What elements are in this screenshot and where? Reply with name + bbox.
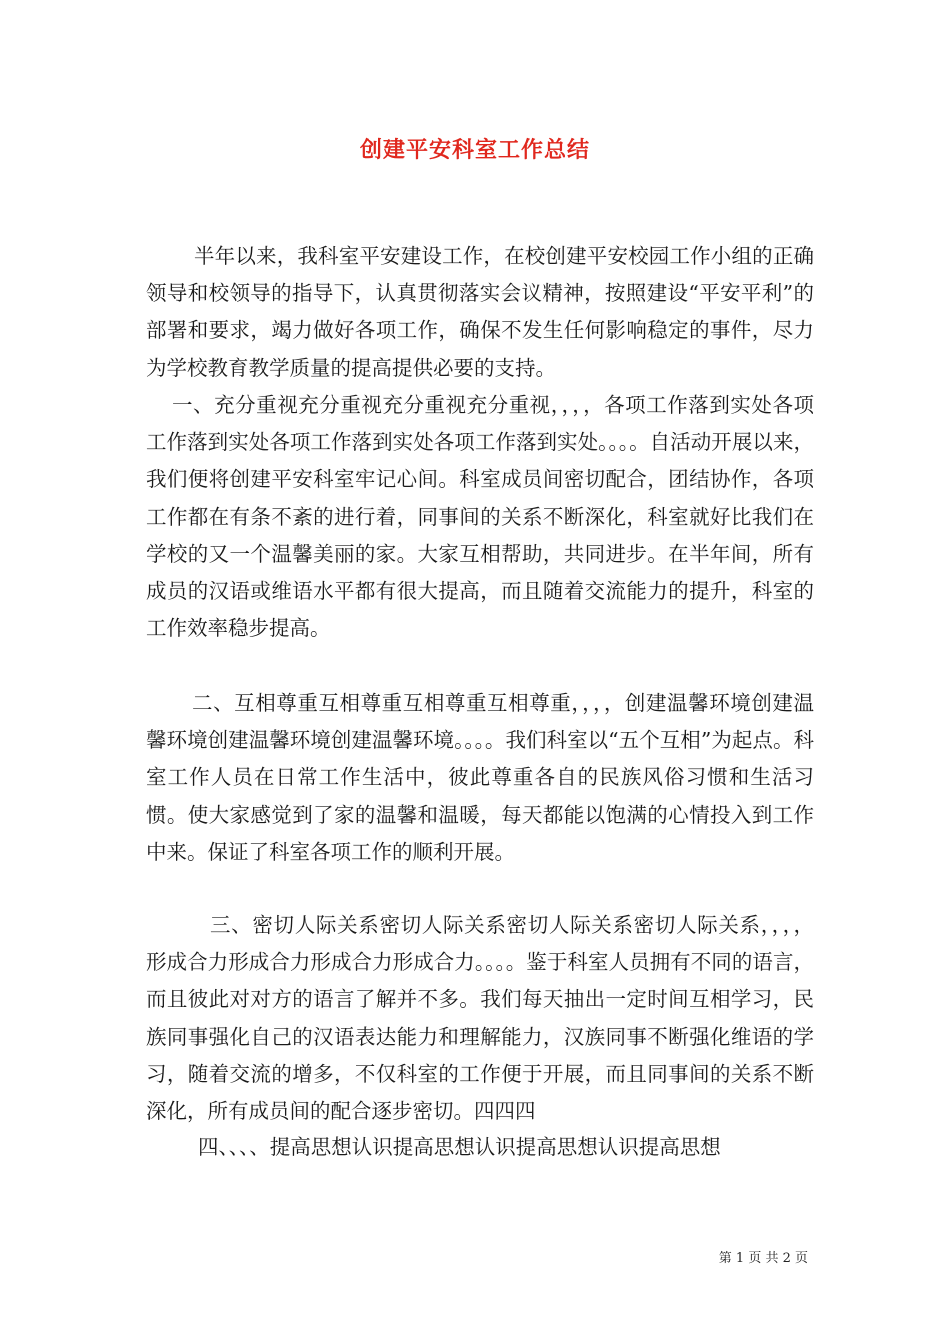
paragraph-section-two: 二、互相尊重互相尊重互相尊重互相尊重，，，，创建温馨环境创建温馨环境创建温馨环境创建温馨环境。。。。我们科室以“五个互相”为起点。科室工作人员在日常工作生活中，彼此尊重各自的民族风俗习惯和生活习惯。使大家感觉到了家的温馨和温暖，每天都能以饱满的心情投入到工作中来。保证了科室各项工作的顺利开展。 [146,691,814,864]
paragraph-section-four: 四、、、、提高思想认识提高思想认识提高思想认识提高思想 [198,1135,721,1159]
paragraph-intro: 半年以来，我科室平安建设工作，在校创建平安校园工作小组的正确领导和校领导的指导下，认真贯彻落实会议精神，按照建设“平安平利”的部署和要求，竭力做好各项工作，确保不发生任何影响稳定的事件，尽力为学校教育教学质量的提高提供必要的支持。 [146,244,814,380]
paragraph-section-three: 三、密切人际关系密切人际关系密切人际关系密切人际关系，，，，形成合力形成合力形成合力形成合力。。。。鉴于科室人员拥有不同的语言，而且彼此对对方的语言了解并不多。我们每天抽出一定时间互相学习，民族同事强化自己的汉语表达能力和理解能力，汉族同事不断强化维语的学习，随着交流的增多，不仅科室的工作便于开展，而且同事间的关系不断深化，所有成员间的配合逐步密切。四四四 [146,913,814,1124]
document-title: 创建平安科室工作总结 [359,137,590,163]
paragraph-section-one: 一、充分重视充分重视充分重视充分重视，，，，各项工作落到实处各项工作落到实处各项工作落到实处各项工作落到实处。。。。自活动开展以来，我们便将创建平安科室牢记心间。科室成员间密切配合，团结协作，各项工作都在有条不紊的进行着，同事间的关系不断深化，科室就好比我们在学校的又一个温馨美丽的家。大家互相帮助，共同进步。在半年间，所有成员的汉语或维语水平都有很大提高，而且随着交流能力的提升，科室的工作效率稳步提高。 [146,393,814,641]
page-number-footer: 第 1 页 共 2 页 [718,1251,808,1266]
